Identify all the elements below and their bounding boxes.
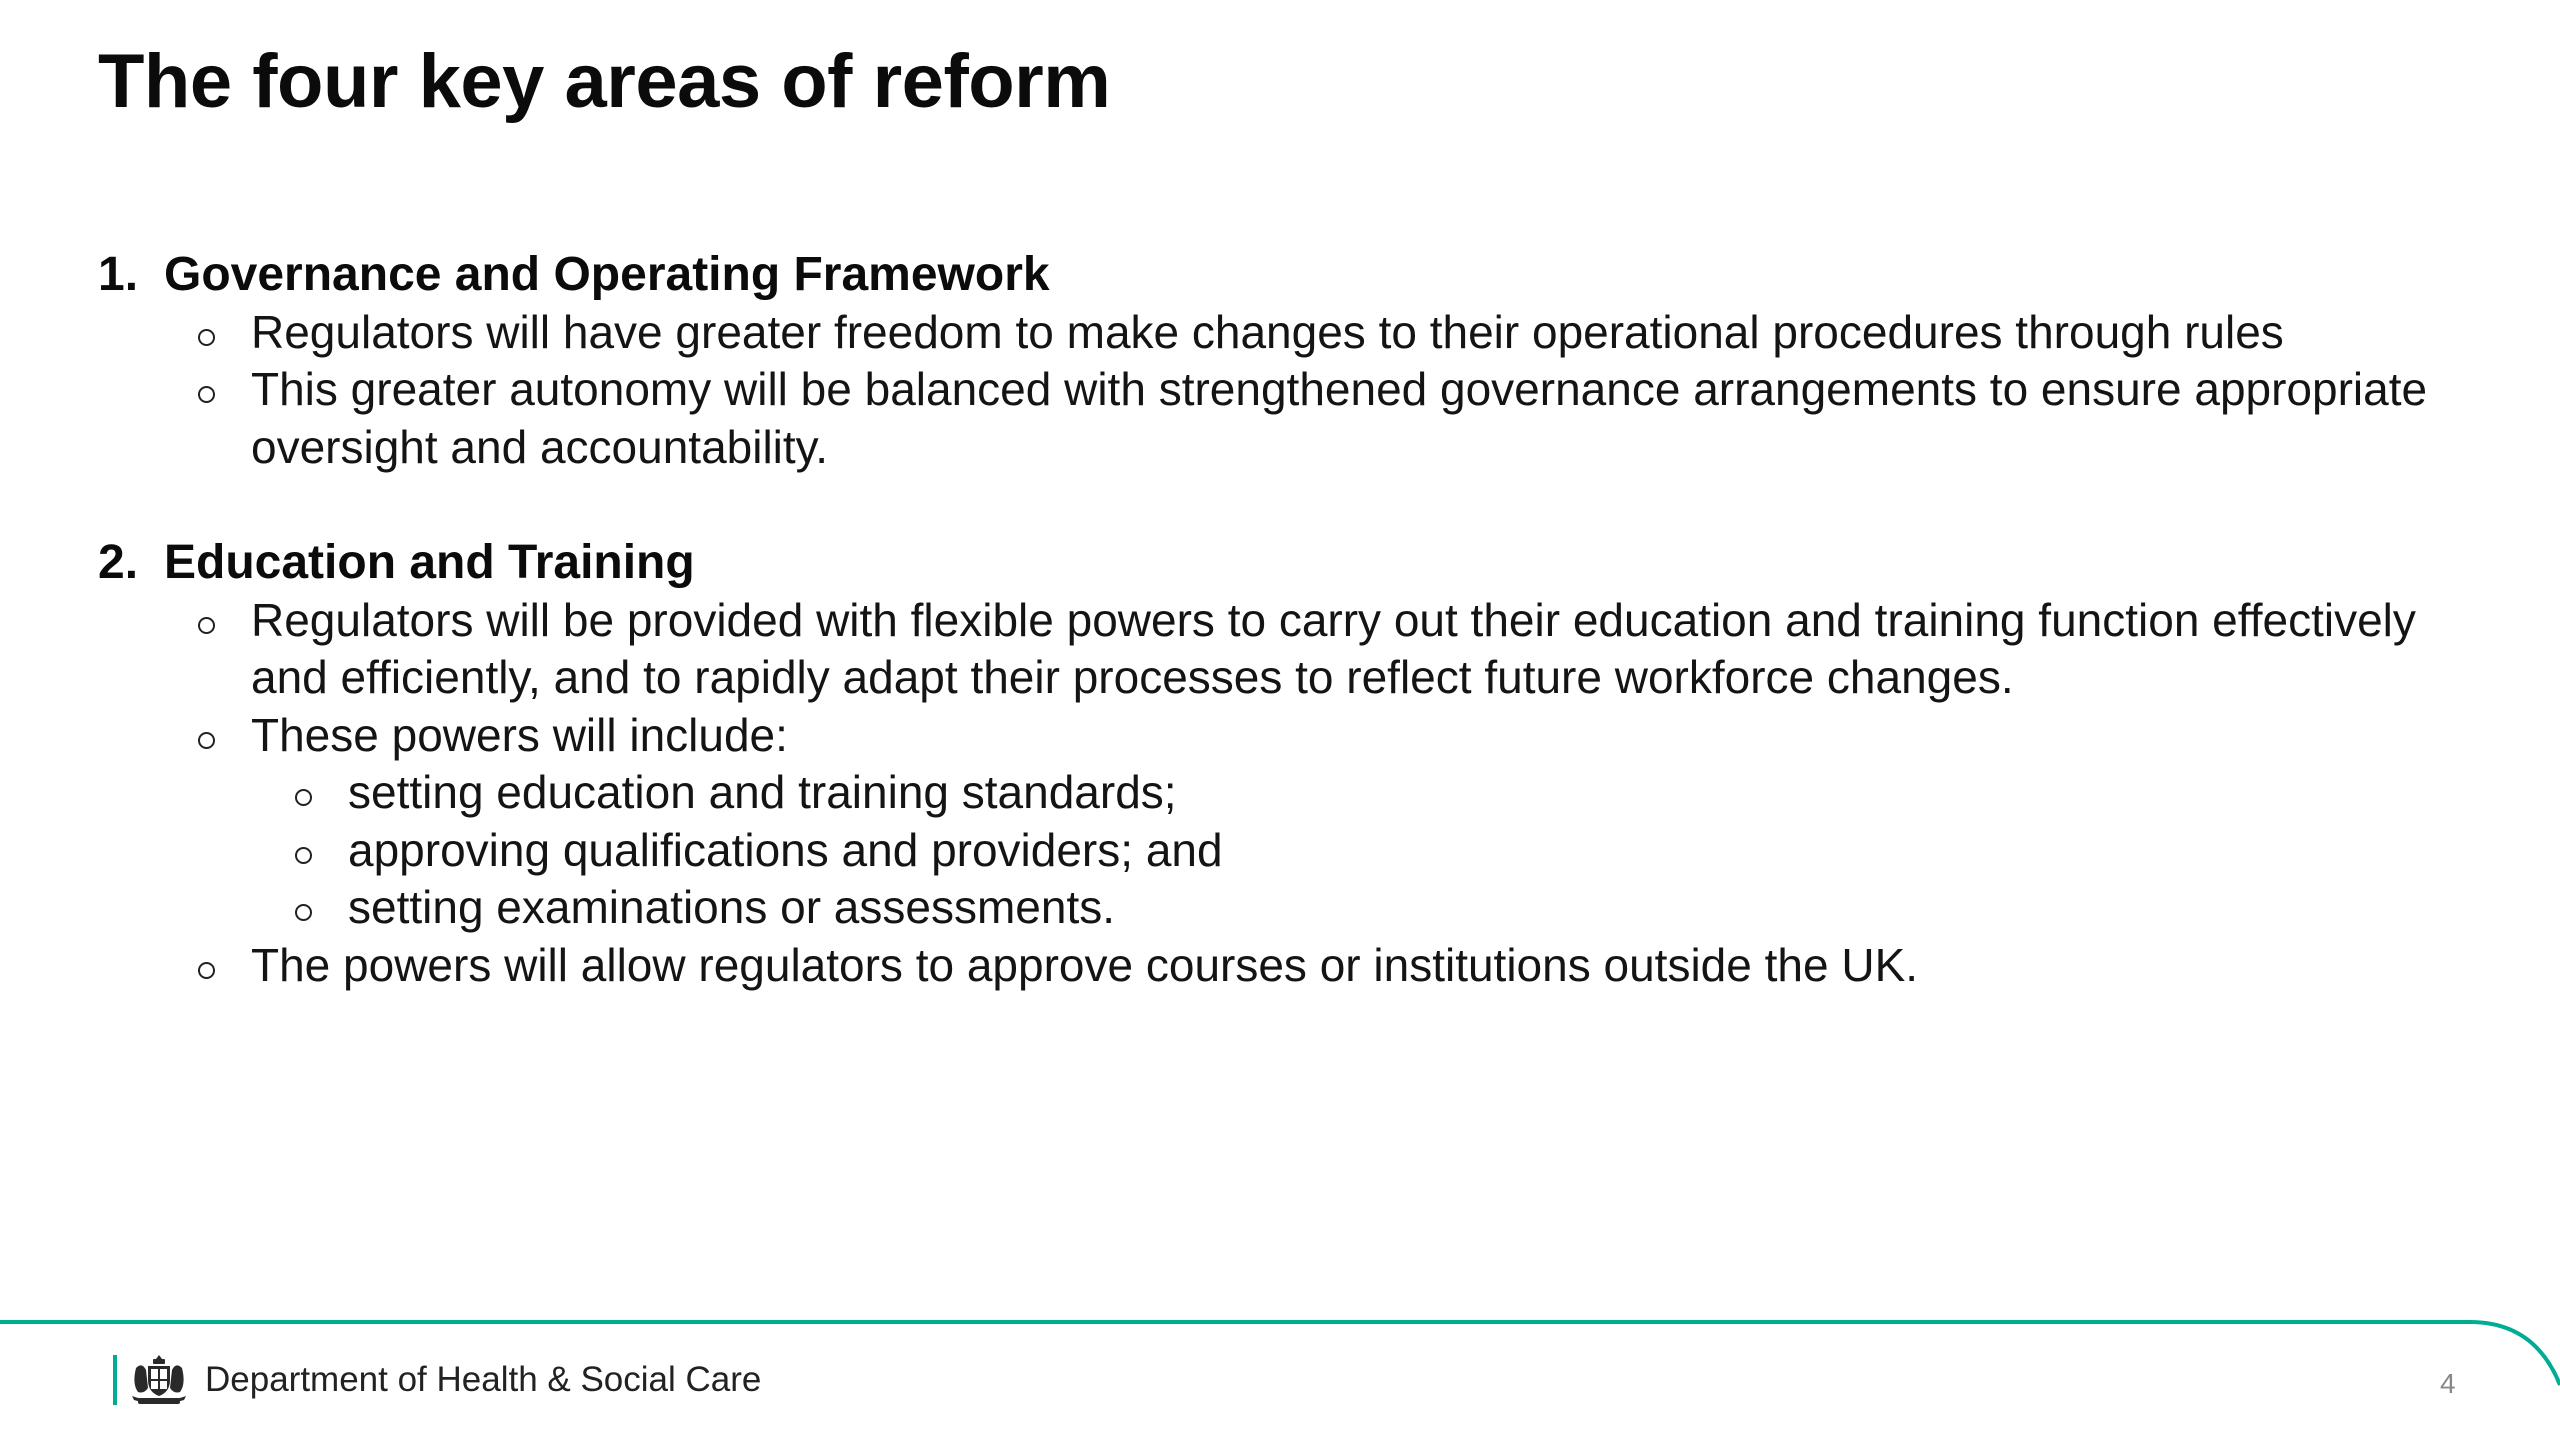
list-item [98,361,2478,476]
hollow-bullet-icon [196,304,251,362]
footer-accent-bar [113,1355,117,1405]
department-name: Department of Health & Social Care [205,1360,762,1399]
sub-list-item-text: setting examinations or assessments. [348,881,1116,933]
hollow-bullet-icon [293,879,348,937]
hollow-bullet-icon [293,822,348,880]
list-item [98,304,2478,362]
section-heading [98,246,2478,304]
section-heading [98,534,2478,592]
list-item [98,707,2478,765]
sub-list-item-text: setting education and training standards; [348,766,1177,818]
section-governance [98,246,2478,476]
list-item [98,937,2478,995]
hollow-bullet-icon [293,764,348,822]
page-number: 4 [2440,1368,2456,1399]
hollow-bullet-icon [196,361,251,476]
sub-list-item [98,764,2478,822]
section-title: Governance and Operating Framework [164,248,1050,301]
hollow-bullet-icon [196,937,251,995]
section-title: Education and Training [164,536,695,589]
list-item [98,592,2478,707]
section-number: 1. [98,248,139,301]
royal-crest-icon [128,1352,190,1410]
list-item-text: Regulators will have greater freedom to make changes to their operational procedures through rules [251,305,2284,358]
sub-list-item-text: approving qualifications and providers; and [348,823,1223,876]
list-item-text: Regulators will be provided with flexible powers to carry out their education and training function effectively and efficiently, and to rapidly adapt their processes to reflect future workforce changes. [251,593,2416,703]
list-item-text: This greater autonomy will be balanced with strengthened governance arrangements to ensure appropriate oversight and accountability. [251,363,2428,473]
list-item-text: The powers will allow regulators to approve courses or institutions outside the UK. [251,938,1919,991]
section-education [98,534,2478,994]
slide-title: The four key areas of reform [98,39,1111,124]
sub-list-item [98,879,2478,937]
hollow-bullet-icon [196,707,251,765]
section-number: 2. [98,536,139,589]
list-item-text: These powers will include: [251,708,788,761]
hollow-bullet-icon [196,592,251,707]
sub-list-item [98,822,2478,880]
